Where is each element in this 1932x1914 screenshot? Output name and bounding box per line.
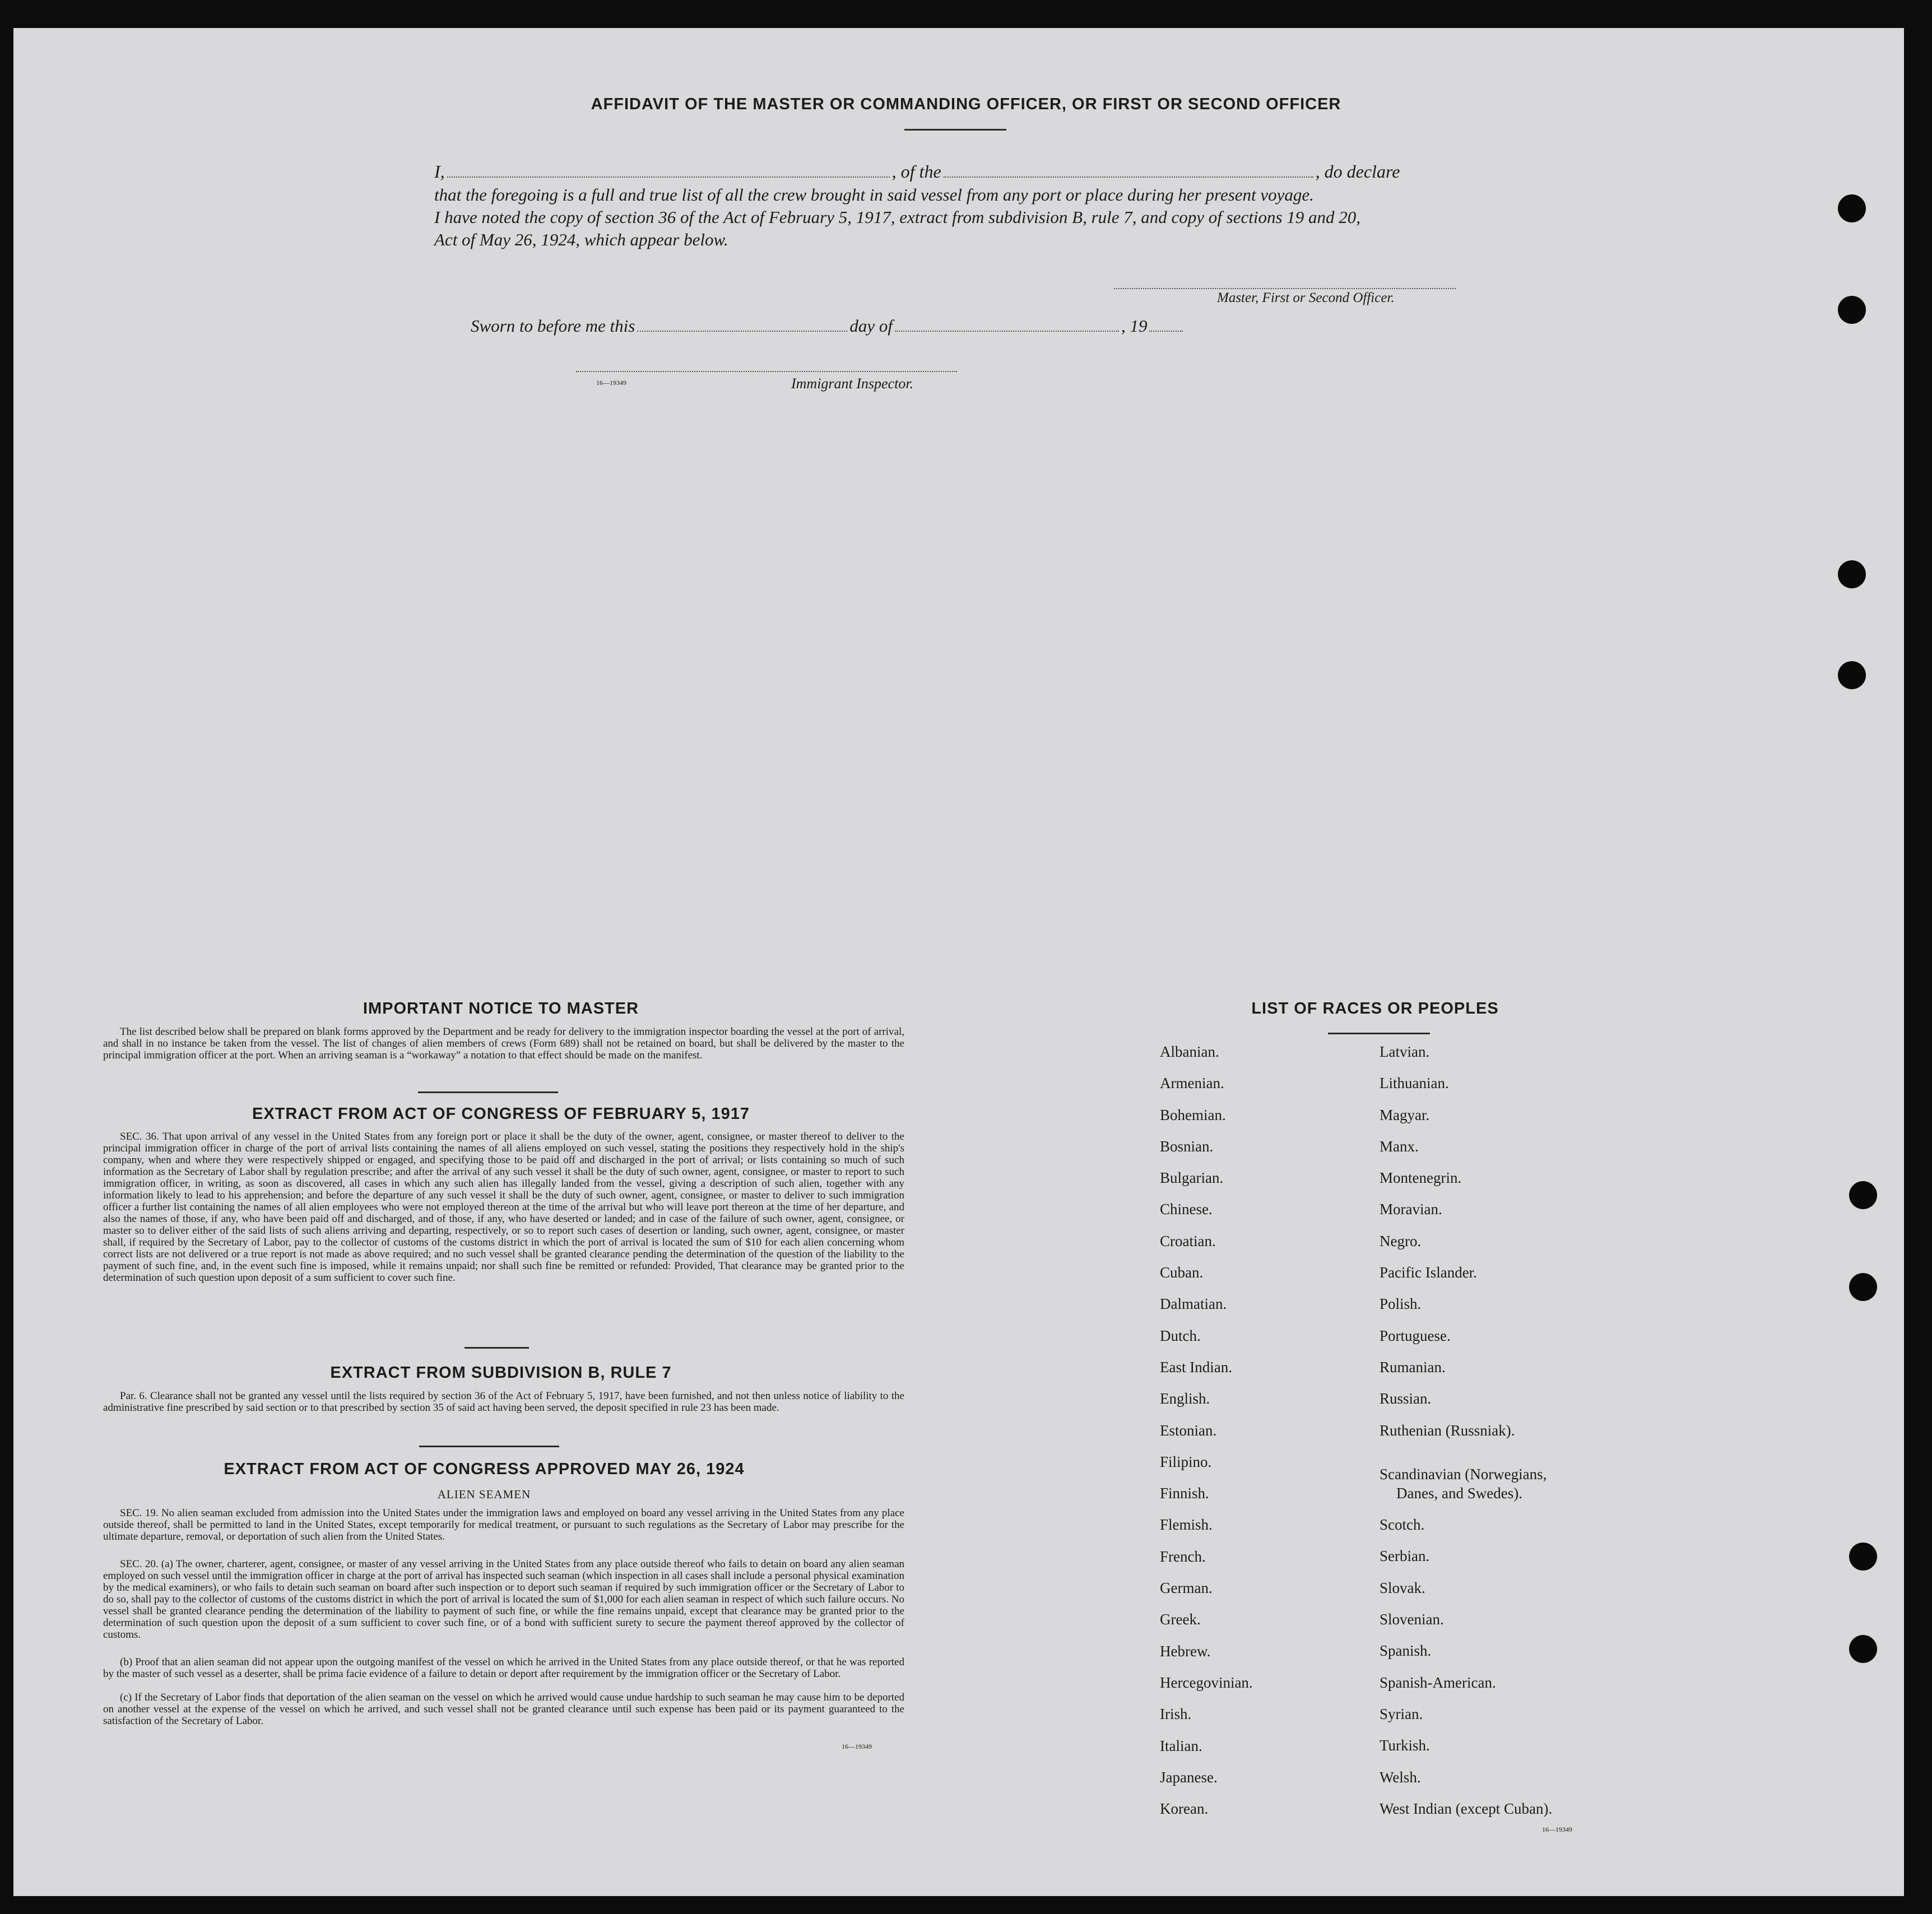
race-item: Japanese. [1160,1768,1218,1786]
race-item: Manx. [1380,1137,1419,1155]
race-item: Portuguese. [1380,1327,1451,1344]
binder-hole [1838,296,1866,324]
race-item: East Indian. [1160,1358,1232,1376]
divider [419,1446,559,1447]
name-blank [447,176,890,178]
declaration-line-1 [434,161,1496,182]
binder-hole [1838,661,1866,689]
inspector-signature-line [576,371,957,372]
race-item: Dalmatian. [1160,1295,1227,1313]
race-item: Bohemian. [1160,1106,1226,1123]
race-item: Spanish. [1380,1642,1432,1660]
affidavit-title: AFFIDAVIT OF THE MASTER OR COMMANDING OFFICER, OR FIRST OR SECOND OFFICER [591,95,1341,113]
year-blank [1149,330,1183,332]
divider [904,129,1006,131]
race-item: Pacific Islander. [1380,1264,1477,1281]
notice-title: IMPORTANT NOTICE TO MASTER [363,1000,639,1018]
race-item: Rumanian. [1380,1358,1446,1376]
sworn-year: , 19 [1121,316,1148,336]
sworn-day-of: day of [849,316,893,336]
race-item: Bulgarian. [1160,1169,1224,1187]
binder-hole [1838,194,1866,222]
sworn-text: Sworn to before me this [471,316,635,336]
sec-20b-text: (b) Proof that an alien seaman did not appear upon the outgoing manifest of the vessel on which he arrived in the United States from any place outside thereof, or that he was reported by the master of such vessel as a deserter, shall be prima facie evidence of a failure to detain or deport after requirement by the immigration officer or the Secretary of Labor. [103,1656,904,1680]
race-item: Moravian. [1380,1201,1442,1218]
race-item: Slovenian. [1380,1611,1444,1628]
declaration-i: I, [434,161,445,182]
race-item: Russian. [1380,1390,1432,1407]
declaration-line-4: Act of May 26, 1924, which appear below. [434,230,728,249]
race-item: Filipino. [1160,1453,1212,1470]
race-item: West Indian (except Cuban). [1380,1800,1553,1817]
sec-20a-text: SEC. 20. (a) The owner, charterer, agent, consignee, or master of any vessel arriving in the United States from any place outside thereof who fails to detain on board any alien seaman employed on such vessel until the immigration officer in charge at the port of arrival has inspected such seaman (which inspection in all cases shall include a personal physical examination by the medical examiners), or who fails to detain such seaman on board after such inspection or to deport such seaman if required by such immigration officer or the Secretary of Labor to do so, shall pay to the collector of customs of the customs district in which the port of arrival is located the sum of $1,000 for each alien seaman in respect of which such failure occurs. No vessel shall be granted clearance pending the determination of the liability to payment of such fine, or while the fine remains unpaid, except that clearance may be granted prior to the determination of such question upon the deposit of a sum sufficient to cover such fine, or of a bond with sufficient surety to secure the payment thereof approved by the collector of customs. [103,1558,904,1641]
races-column-1 [1160,1043,1253,1832]
race-item: Ruthenian (Russniak). [1380,1421,1515,1439]
sec-20c-text: (c) If the Secretary of Labor finds that deportation of the alien seaman on the vessel on which he arrived would cause undue hardship to such seaman he may cause him to be deported on another vessel at the expense of the vessel on which he arrived, and such vessel shall not be granted clearance until such expense has been paid or its payment guaranteed to the satisfaction of the Secretary of Labor. [103,1692,904,1727]
signature-line [1114,288,1456,289]
race-item: Scotch. [1380,1516,1425,1534]
race-item: Danes, and Swedes). [1396,1484,1522,1502]
races-title: LIST OF RACES OR PEOPLES [1251,1000,1499,1018]
race-item: Montenegrin. [1380,1169,1462,1187]
form-code: 16—19349 [1542,1825,1572,1833]
race-item: Chinese. [1160,1201,1213,1218]
day-blank [637,330,847,332]
rule7-title: EXTRACT FROM SUBDIVISION B, RULE 7 [330,1364,672,1382]
sworn-line [471,316,1185,336]
race-item: Hercegovinian. [1160,1674,1253,1691]
month-blank [895,330,1119,332]
race-item: Serbian. [1380,1548,1430,1565]
sec-19-text: SEC. 19. No alien seaman excluded from admission into the United States under the immigration laws and employed on board any vessel arriving in the United States from any place outside thereof, shall be permitted to land in the United States, except temporarily for medical treatment, or pursuant to such regulations as the Secretary of Labor may prescribe for the ultimate departure, removal, or deportation of such alien from the United States. [103,1507,904,1543]
race-item: English. [1160,1390,1210,1407]
divider [1328,1033,1430,1034]
notice-text: The list described below shall be prepared on blank forms approved by the Department and be ready for delivery to the immigration inspector boarding the vessel at the port of arrival, and shall in no instance be taken from the vessel. The list of changes of alien members of crews (Form 689) shall not be retained on board, but shall be delivered by the master to the principal immigration officer at the port. When an arriving seaman is a “workaway” a notation to that effect should be made on the manifest. [103,1026,904,1061]
binder-hole [1849,1273,1877,1301]
race-item: Armenian. [1160,1075,1224,1092]
declaration-line-3: I have noted the copy of section 36 of the Act of February 5, 1917, extract from subdivision B, rule 7, and copy of sections 19 and 20, [434,207,1361,227]
race-item: Syrian. [1380,1705,1423,1722]
declaration-line-2: that the foregoing is a full and true list of all the crew brought in said vessel from any port or place during her present voyage. [434,185,1314,205]
binder-hole [1838,560,1866,588]
race-item: Scandinavian (Norwegians, [1380,1465,1547,1483]
race-item: Polish. [1380,1295,1422,1313]
race-item: Latvian. [1380,1043,1430,1060]
race-item: Spanish-American. [1380,1674,1496,1691]
race-item: Magyar. [1380,1106,1430,1123]
rule7-text: Par. 6. Clearance shall not be granted any vessel until the lists required by section 36 of the Act of February 5, 1917, have been furnished, and not then unless notice of liability to the administrative fine prescribed by said section or to that prescribed by section 35 of said act having been served, the deposit specified in rule 23 has been made. [103,1390,904,1414]
race-item: Hebrew. [1160,1642,1211,1660]
extract-1917-title: EXTRACT FROM ACT OF CONGRESS OF FEBRUARY 5, 1917 [252,1105,750,1123]
race-item: Finnish. [1160,1485,1209,1502]
race-item: Greek. [1160,1611,1201,1628]
binder-hole [1849,1543,1877,1571]
vessel-blank [944,176,1313,178]
race-item: Slovak. [1380,1579,1425,1596]
declaration-of-the: , of the [891,161,941,182]
document-sheet [13,28,1904,1896]
alien-seamen-subtitle: ALIEN SEAMEN [437,1488,531,1501]
race-item: Albanian. [1160,1043,1219,1060]
binder-hole [1849,1635,1877,1663]
race-item: German. [1160,1579,1213,1597]
race-item: Welsh. [1380,1768,1421,1786]
extract-1917-text: SEC. 36. That upon arrival of any vessel in the United States from any foreign port or place it shall be the duty of the owner, agent, consignee, or master thereof to deliver to the principal immigration officer in charge of the port of arrival lists containing the names of all aliens employed on such vessel, stating the positions they respectively hold in the ship's company, when and where they were respectively shipped or engaged, and specifying those to be paid off and discharged in the port of arrival; or lists containing so much of such information as the Secretary of Labor shall by regulation prescribe; and after the arrival of any such vessel it shall be the duty of such owner, agent, consignee, or master to report to such immigration officer, in writing, as soon as discovered, all cases in which any such alien has illegally landed from the vessel, giving a description of such alien, together with any information likely to lead to his apprehension; and before the departure of any such vessel it shall be the duty of such owner, agent, consignee, or master to deliver to such immigration officer a further list containing the names of all alien employees who were not employed thereon at the time of the arrival but who will leave port thereon at the time of her departure, and also the names of those, if any, who have been paid off and discharged, and of those, if any, who have deserted or landed; and in case of the failure of such owner, agent, consignee, or master so to deliver either of the said lists of such aliens arriving and departing, respectively, or so to report such cases of desertion or landing, such owner, agent, consignee, or master shall, if required by the Secretary of Labor, pay to the collector of customs of the customs district in which the port of arrival is located the sum of $10 for each alien concerning whom correct lists are not delivered or a true report is not made as above required; and no such vessel shall be granted clearance pending the determination of the question of the liability to the payment of such fine, and, in the event such fine is imposed, while it remains unpaid; nor shall such fine be remitted or refunded: Provided, That clearance may be granted prior to the determination of such question upon deposit of a sum sufficient to cover such fine. [103,1131,904,1284]
inspector-label: Immigrant Inspector. [791,375,914,392]
form-code: 16—19349 [596,379,626,387]
race-item: Korean. [1160,1800,1209,1818]
signature-label: Master, First or Second Officer. [1217,290,1395,305]
race-item: Estonian. [1160,1421,1217,1439]
race-item: Croatian. [1160,1232,1216,1249]
binder-hole [1849,1181,1877,1209]
race-item: Italian. [1160,1737,1202,1754]
race-item: French. [1160,1548,1206,1565]
race-item: Negro. [1380,1232,1422,1249]
divider [465,1347,529,1349]
race-item: Lithuanian. [1380,1075,1449,1092]
extract-1924-title: EXTRACT FROM ACT OF CONGRESS APPROVED MAY 26, 1924 [224,1460,745,1478]
race-item: Bosnian. [1160,1137,1214,1155]
races-column-2 [1380,1043,1552,1832]
race-item: Irish. [1160,1706,1192,1723]
divider [418,1091,558,1093]
race-item: Flemish. [1160,1516,1213,1534]
declaration-do-declare: , do declare [1315,161,1400,182]
form-code: 16—19349 [842,1743,872,1750]
race-item: Cuban. [1160,1264,1204,1281]
race-item: Dutch. [1160,1327,1201,1344]
race-item: Turkish. [1380,1737,1430,1754]
